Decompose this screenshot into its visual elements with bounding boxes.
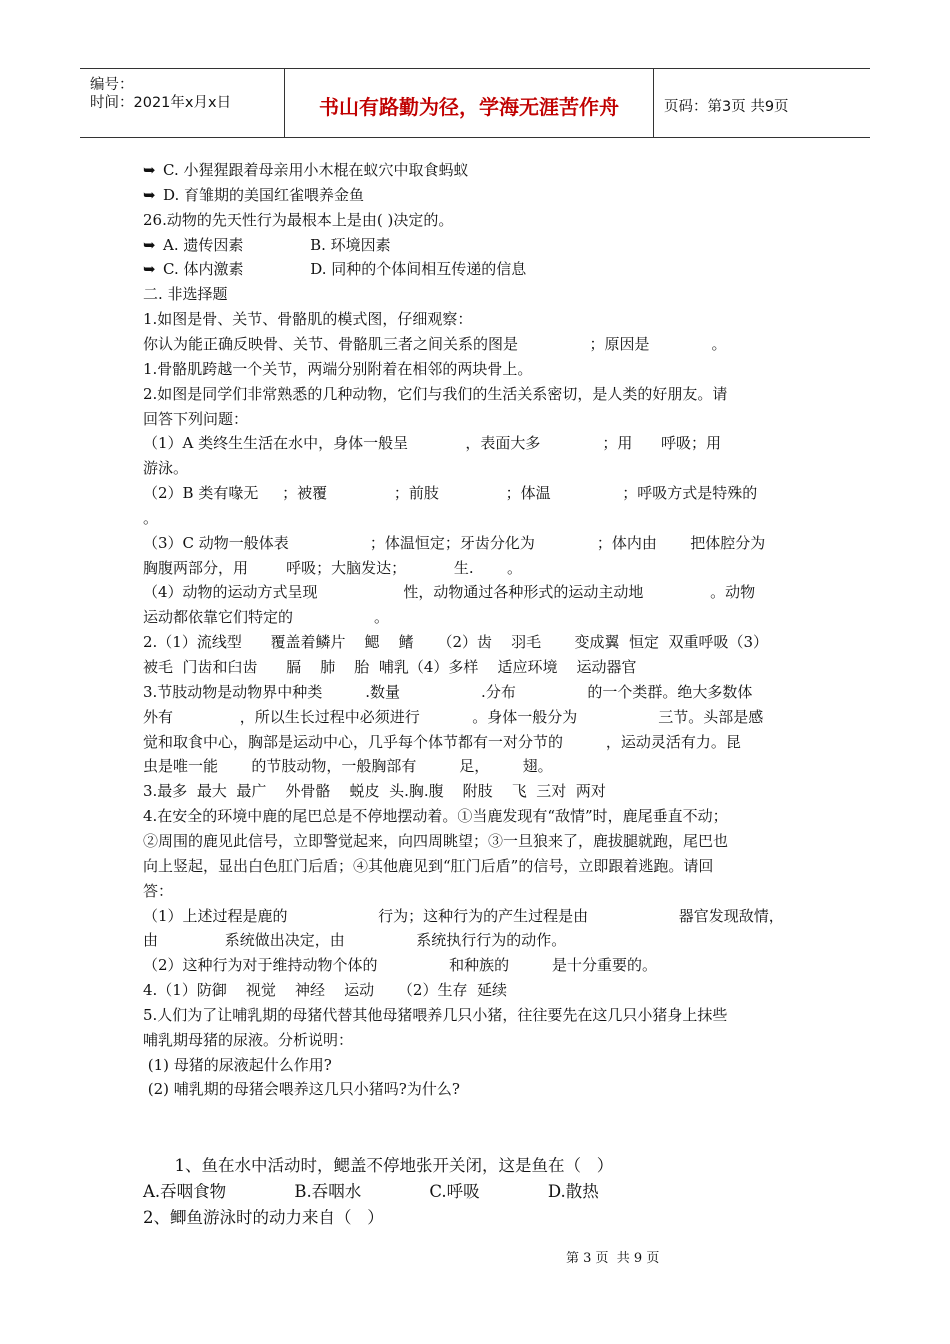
text-line [143,906,784,926]
text-line [143,732,741,752]
document-number-label: 编号： [90,77,134,93]
line-text: 1.骨骼肌跨越一个关节，两端分别附着在相邻的两块骨上。 [143,359,533,378]
arrow-bullet-icon: ➥ [143,260,156,279]
line-text: (1) 母猪的尿液起什么作用? [143,1055,332,1074]
text-line [143,781,606,801]
line-text: 4.在安全的环境中鹿的尾巴总是不停地摆动着。①当鹿发现有“敌情”时，鹿尾垂直不动； [143,807,728,826]
line-text: C. 小猩猩跟着母亲用小木棍在蚁穴中取食蚂蚁 [163,161,469,179]
line-text: 1.如图是骨、关节、骨骼肌的模式图，仔细观察： [143,310,473,329]
line-text: ②周围的鹿见此信号，立即警觉起来，向四周眺望；③一旦狼来了，鹿拔腿就跑，尾巴也 [143,831,729,850]
text-line [143,1055,332,1075]
header-page-cell [654,69,870,137]
text-line [143,806,728,826]
line-text: 2.如图是同学们非常熟悉的几种动物，它们与我们的生活关系密切，是人类的好朋友。请 [143,384,728,403]
line-text: 你认为能正确反映骨、关节、骨骼肌三者之间关系的图是 ；原因是 。 [143,334,727,353]
text-line [143,433,721,453]
text-line [143,1030,353,1050]
line-text: 26.动物的先天性行为最根本上是由( )决定的。 [143,210,454,229]
text-line [143,930,566,950]
text-line [143,1005,727,1025]
line-text: （1）上述过程是鹿的 行为；这种行为的产生过程是由 器官发现敌情， [143,906,784,925]
text-line [143,558,522,578]
text-line [143,682,752,702]
arrow-bullet-icon: ➥ [143,161,156,179]
text-line [143,508,158,528]
page-header [80,68,870,138]
line-text: 哺乳期母猪的尿液。分析说明： [143,1030,354,1049]
text-line [143,1079,460,1099]
text-line [143,657,637,677]
line-text: 胸腹两部分，用 呼吸；大脑发达； 生. 。 [143,558,522,577]
question-line: 2、鲫鱼游泳时的动力来自（ ） [143,1208,384,1227]
line-text: （2）B 类有喙无 ；被覆 ；前肢 ；体温 ；呼吸方式是特殊的 [143,484,758,503]
text-line [143,607,389,627]
question-line: 1、鱼在水中活动时，鳃盖不停地张开关闭，这是鱼在（ ） [143,1156,614,1175]
text-line [143,309,472,329]
page-number-label: 页码：第3页 共9页 [664,99,789,115]
line-text: （3）C 动物一般体表 ；体温恒定；牙齿分化为 ；体内由 把体腔分为 [143,533,766,552]
header-info-cell [80,69,285,137]
line-text: 二. 非选择题 [143,285,228,304]
line-text: 觉和取食中心，胸部是运动中心，几乎每个体节都有一对分节的 ，运动灵活有力。昆 [143,732,741,751]
text-line [143,185,364,205]
line-text: C. 体内激素 D. 同种的个体间相互传递的信息 [163,260,527,279]
text-line [143,533,765,553]
text-line [143,160,468,180]
motto: 书山有路勤为径，学海无涯苦作舟 [319,95,619,119]
text-line [143,707,763,727]
line-text: 游泳。 [143,459,189,478]
line-text: （1）A 类终生生活在水中，身体一般呈 ，表面大多 ；用 呼吸；用 [143,434,721,453]
text-line [143,384,727,404]
text-line [143,235,391,255]
text-line [143,881,173,901]
text-line [143,259,526,279]
text-line [143,210,453,230]
text-line [143,334,727,354]
line-text: 回答下列问题： [143,409,249,428]
line-text: (2) 哺乳期的母猪会喂养这几只小猪吗?为什么? [143,1080,460,1099]
line-text: A. 遗传因素 B. 环境因素 [163,235,391,254]
text-line [143,980,507,1000]
line-text: 由 系统做出决定，由 系统执行行为的动作。 [143,931,567,950]
page-footer: 第 3 页 共 9 页 [566,1251,660,1266]
arrow-bullet-icon: ➥ [143,185,156,204]
text-line [143,756,553,776]
line-text: （2）这种行为对于维持动物个体的 和种族的 是十分重要的。 [143,956,657,975]
text-line [143,856,713,876]
line-text: 答： [143,881,174,900]
line-text: 。 [143,508,159,527]
line-text: 外有 ，所以生长过程中必须进行 。身体一般分为 三节。头部是感 [143,707,764,726]
line-text: 运动都依靠它们特定的 。 [143,608,390,627]
text-line [143,409,248,429]
line-text: 3.最多 最大 最广 外骨骼 蜕皮 头.胸.腹 附肢 飞 三对 两对 [143,782,606,801]
text-line [143,458,188,478]
text-line [143,284,228,304]
arrow-bullet-icon: ➥ [143,235,156,254]
text-line [143,483,757,503]
header-motto-cell [285,69,654,137]
question-line: A.吞咽食物 B.吞咽水 C.呼吸 D.散热 [143,1182,599,1201]
text-line [143,359,532,379]
date-label: 时间：2021年x月x日 [90,95,232,111]
line-text: （4）动物的运动方式呈现 性，动物通过各种形式的运动主动地 。动物 [143,583,756,602]
text-line [143,632,768,652]
line-text: 虫是唯一能 的节肢动物，一般胸部有 足， 翅。 [143,757,553,776]
line-text: 被毛 门齿和臼齿 膈 肺 胎 哺乳（4）多样 适应环境 运动器官 [143,658,637,676]
line-text: 2.（1）流线型 覆盖着鳞片 鳃 鳍 （2）齿 羽毛 变成翼 恒定 双重呼吸（3） [143,633,769,652]
line-text: D. 育雏期的美国红雀喂养金鱼 [163,185,365,204]
text-line [143,582,755,602]
line-text: 向上竖起，显出白色肛门后盾；④其他鹿见到“肛门后盾”的信号，立即跟着逃跑。请回 [143,856,714,875]
line-text: 4.（1）防御 视觉 神经 运动 （2）生存 延续 [143,981,507,1000]
text-line [143,955,657,975]
line-text: 3.节肢动物是动物界中种类 .数量 .分布 的一个类群。绝大多数体 [143,682,753,701]
line-text: 5.人们为了让哺乳期的母猪代替其他母猪喂养几只小猪，往往要先在这几只小猪身上抹些 [143,1005,728,1024]
text-line [143,831,728,851]
